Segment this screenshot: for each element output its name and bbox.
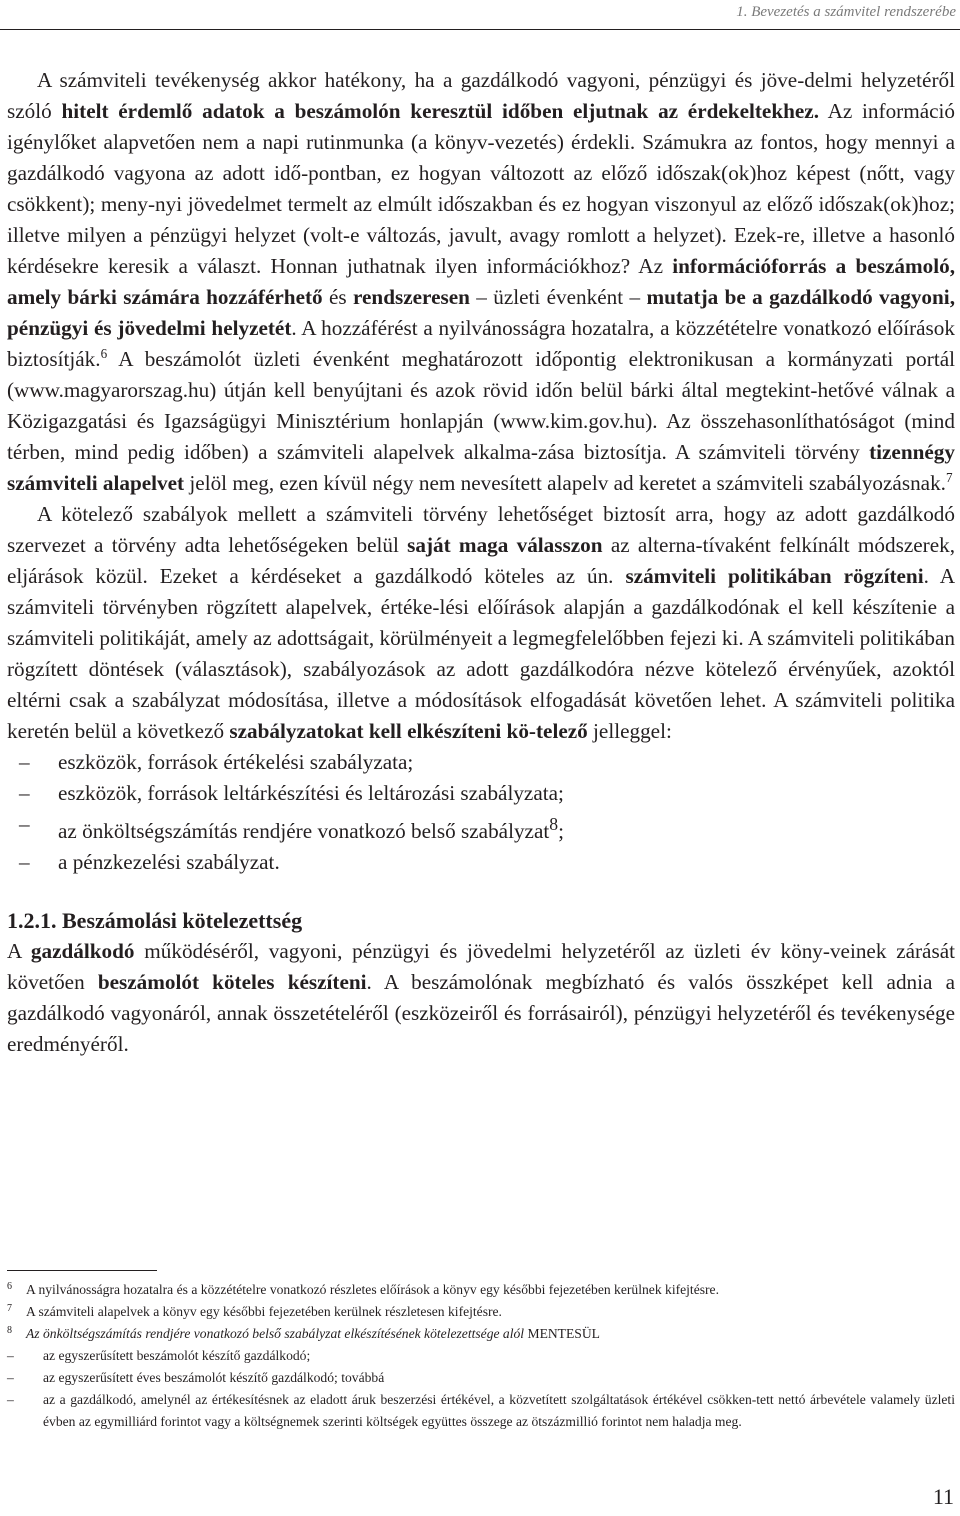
main-content bbox=[7, 65, 955, 1060]
footnote-6 bbox=[7, 1279, 955, 1301]
list-item bbox=[7, 747, 955, 778]
footnote-divider bbox=[7, 1270, 157, 1271]
list-item-text: eszközök, források értékelési szabályzata; bbox=[58, 750, 414, 774]
text-run: A bbox=[7, 939, 31, 964]
page-number: 11 bbox=[932, 1484, 954, 1509]
list-dash: – bbox=[19, 750, 30, 774]
text-run: az alterna-tívaként felkínált módszerek, eljárások közül. Ezeket a kérdéseket a gazdálkodó köteles az ún. bbox=[7, 533, 955, 588]
footnote-text: MENTESÜL bbox=[524, 1326, 600, 1341]
footnote-8-item bbox=[7, 1367, 955, 1389]
bold-text: mutatja be a gazdálkodó vagyoni, pénzügyi és jövedelmi helyzetét bbox=[7, 285, 955, 340]
text-run: és bbox=[322, 285, 353, 309]
list-item-text: a pénzkezelési szabályzat. bbox=[58, 850, 280, 875]
text-run: A számviteli tevékenység akkor hatékony, ha a gazdálkodó vagyoni, pénzügyi és jöve-delmi helyzetéről szóló bbox=[7, 68, 955, 123]
bold-text: rendszeresen bbox=[353, 285, 470, 309]
paragraph-3 bbox=[7, 936, 955, 1060]
text-run: A kötelező szabályok mellett a számviteli törvény lehetőséget biztosít arra, hogy az adott gazdálkodó szervezet a törvény adta lehetőségeken belül bbox=[7, 502, 955, 557]
footnote-8 bbox=[7, 1323, 955, 1345]
bold-text: szabályzatokat kell elkészíteni kö-telező bbox=[229, 719, 588, 743]
list-dash: – bbox=[7, 1392, 14, 1407]
paragraph-1 bbox=[7, 65, 955, 499]
list-dash: – bbox=[19, 781, 30, 805]
list-item-text: az önköltségszámítás rendjére vonatkozó belső szabályzat bbox=[58, 819, 550, 844]
footnote-item-text: az egyszerűsített éves beszámolót készítő gazdálkodó; továbbá bbox=[43, 1370, 385, 1385]
list-dash: – bbox=[7, 1370, 14, 1385]
text-run: . A beszámolónak megbízható és valós összképet kell adnia a gazdálkodó vagyonáról, annak összetételéről (eszközeiről és forrásairól), pénzügyi helyzetéről és tevékenysége eredményéről. bbox=[7, 970, 955, 1057]
footnote-8-item bbox=[7, 1345, 955, 1367]
text-run: működéséről, vagyoni, pénzügyi és jövedelmi helyzetéről az üzleti év köny-veinek zárását követően bbox=[7, 939, 955, 995]
text-run: A beszámolót üzleti évenként meghatározott időpontig elektronikusan a kormányzati portál (www.magyarorszag.hu) útján kell benyújtani és azok rövid időn belül bárki által megtekint-hetővé válnak a Közigazgatási és Igazságügyi Minisztérium honlapján (www.kim.gov.hu). Az összehasonlíthatóságot (mind térben, mind pedig időben) a számviteli alapelvek alkalma-zása biztosítja. A számviteli törvény bbox=[7, 347, 955, 464]
footnote-number: 8 bbox=[7, 1325, 12, 1336]
text-run: jelleggel: bbox=[587, 719, 672, 743]
section-heading: 1.2.1. Beszámolási kötelezettség bbox=[7, 908, 303, 934]
list-dash: – bbox=[19, 850, 30, 875]
text-run: – üzleti évenként – bbox=[469, 285, 647, 309]
footnote-8-item bbox=[7, 1389, 955, 1433]
text-run: . A hozzáférést a nyilvánosságra hozatalra, a közzétételre vonatkozó előírások biztosítják. bbox=[7, 316, 955, 371]
footnote-ref-8[interactable]: 8 bbox=[549, 814, 559, 834]
footnote-text: A számviteli alapelvek a könyv egy későbbi fejezetében kerülnek részletesen kifejtésre. bbox=[26, 1304, 502, 1319]
running-header-title: 1. Bevezetés a számvitel rendszerébe bbox=[736, 4, 956, 20]
footnote-ref[interactable]: 6 bbox=[100, 345, 108, 361]
bold-text: saját maga válasszon bbox=[407, 533, 603, 557]
bold-text: gazdálkodó bbox=[30, 939, 135, 964]
running-header bbox=[0, 0, 960, 30]
footnote-italic-text: Az önköltségszámítás rendjére vonatkozó belső szabályzat elkészítésének kötelezettsége alól bbox=[26, 1326, 525, 1341]
list-item bbox=[7, 847, 955, 878]
paragraph-2 bbox=[7, 499, 955, 747]
footnote-number: 6 bbox=[7, 1281, 12, 1292]
list-item-suffix: ; bbox=[558, 819, 564, 844]
regulation-list bbox=[7, 747, 955, 878]
bold-text: információforrás a beszámoló, amely bárki számára hozzáférhető bbox=[7, 254, 955, 309]
footnote-7 bbox=[7, 1301, 955, 1323]
footnote-text: A nyilvánosságra hozatalra és a közzétételre vonatkozó részletes előírások a könyv egy későbbi fejezetében kerülnek kifejtésre. bbox=[26, 1282, 719, 1297]
text-run: . A számviteli törvényben rögzített alapelvek, értéke-lési előírások alapján a gazdálkodónak el kell készítenie a számviteli politikáját, amely az adottságait, körülményeit a legmegfelelőbben fejezi ki. A számviteli politikában rögzített döntések (választások), szabályozások az adott gazdálkodóra nézve kötelező érvényűek, azoktól eltérni csak a szabályzat módosítása, illetve a módosítások elfogadását követően lehet. A számviteli politika keretén belül a következő bbox=[7, 564, 955, 743]
list-dash: – bbox=[19, 812, 30, 836]
footnote-item-text: az egyszerűsített beszámolót készítő gazdálkodó; bbox=[43, 1348, 311, 1363]
footnote-item-text: az a gazdálkodó, amelynél az értékesítésnek az eladott áruk beszerzési értékével, a közvetített szolgáltatások értékével csökken-tett nettó árbevétele valamely üzleti évben az egymilliárd forintot vagy a költségnemek szerinti költségek együttes összege az ötszázmillió forintot nem haladja meg. bbox=[43, 1392, 955, 1429]
bold-text: számviteli politikában rögzíteni bbox=[625, 564, 924, 588]
footnote-ref[interactable]: 7 bbox=[945, 469, 953, 485]
list-item bbox=[7, 809, 955, 847]
footnote-number: 7 bbox=[7, 1303, 12, 1314]
bold-text: tizennégy számviteli alapelvet bbox=[7, 440, 955, 495]
text-run: jelöl meg, ezen kívül négy nem nevesített alapelv ad keretet a számviteli szabályozásnak. bbox=[184, 471, 946, 495]
text-run: Az információ igénylőket alapvetően nem a napi rutinmunka (a könyv-vezetés) érdekli. Számukra az fontos, hogy mennyi a gazdálkodó vagyona az adott idő-pontban, ez hogyan változott az előző időszak(ok)hoz képest (nőtt, vagy csökkent); meny-nyi jövedelmet termelt az elmúlt időszakban és ez hogyan viszonyul az előző időszak(ok)hoz; illetve milyen a pénzügyi helyzet (volt-e változás, javult, avagy romlott a helyzet). Ezek-re, illetve a hasonló kérdésekre keresik a választ. Honnan juthatnak ilyen információkhoz? Az bbox=[7, 99, 955, 278]
bold-text: hitelt érdemlő adatok a beszámolón keresztül időben eljutnak az érdekeltekhez. bbox=[61, 99, 820, 123]
list-dash: – bbox=[7, 1348, 14, 1363]
footnotes bbox=[7, 1279, 955, 1433]
list-item-text: eszközök, források leltárkészítési és leltározási szabályzata; bbox=[58, 781, 564, 805]
bold-text: beszámolót köteles készíteni bbox=[97, 970, 367, 995]
list-item bbox=[7, 778, 955, 809]
